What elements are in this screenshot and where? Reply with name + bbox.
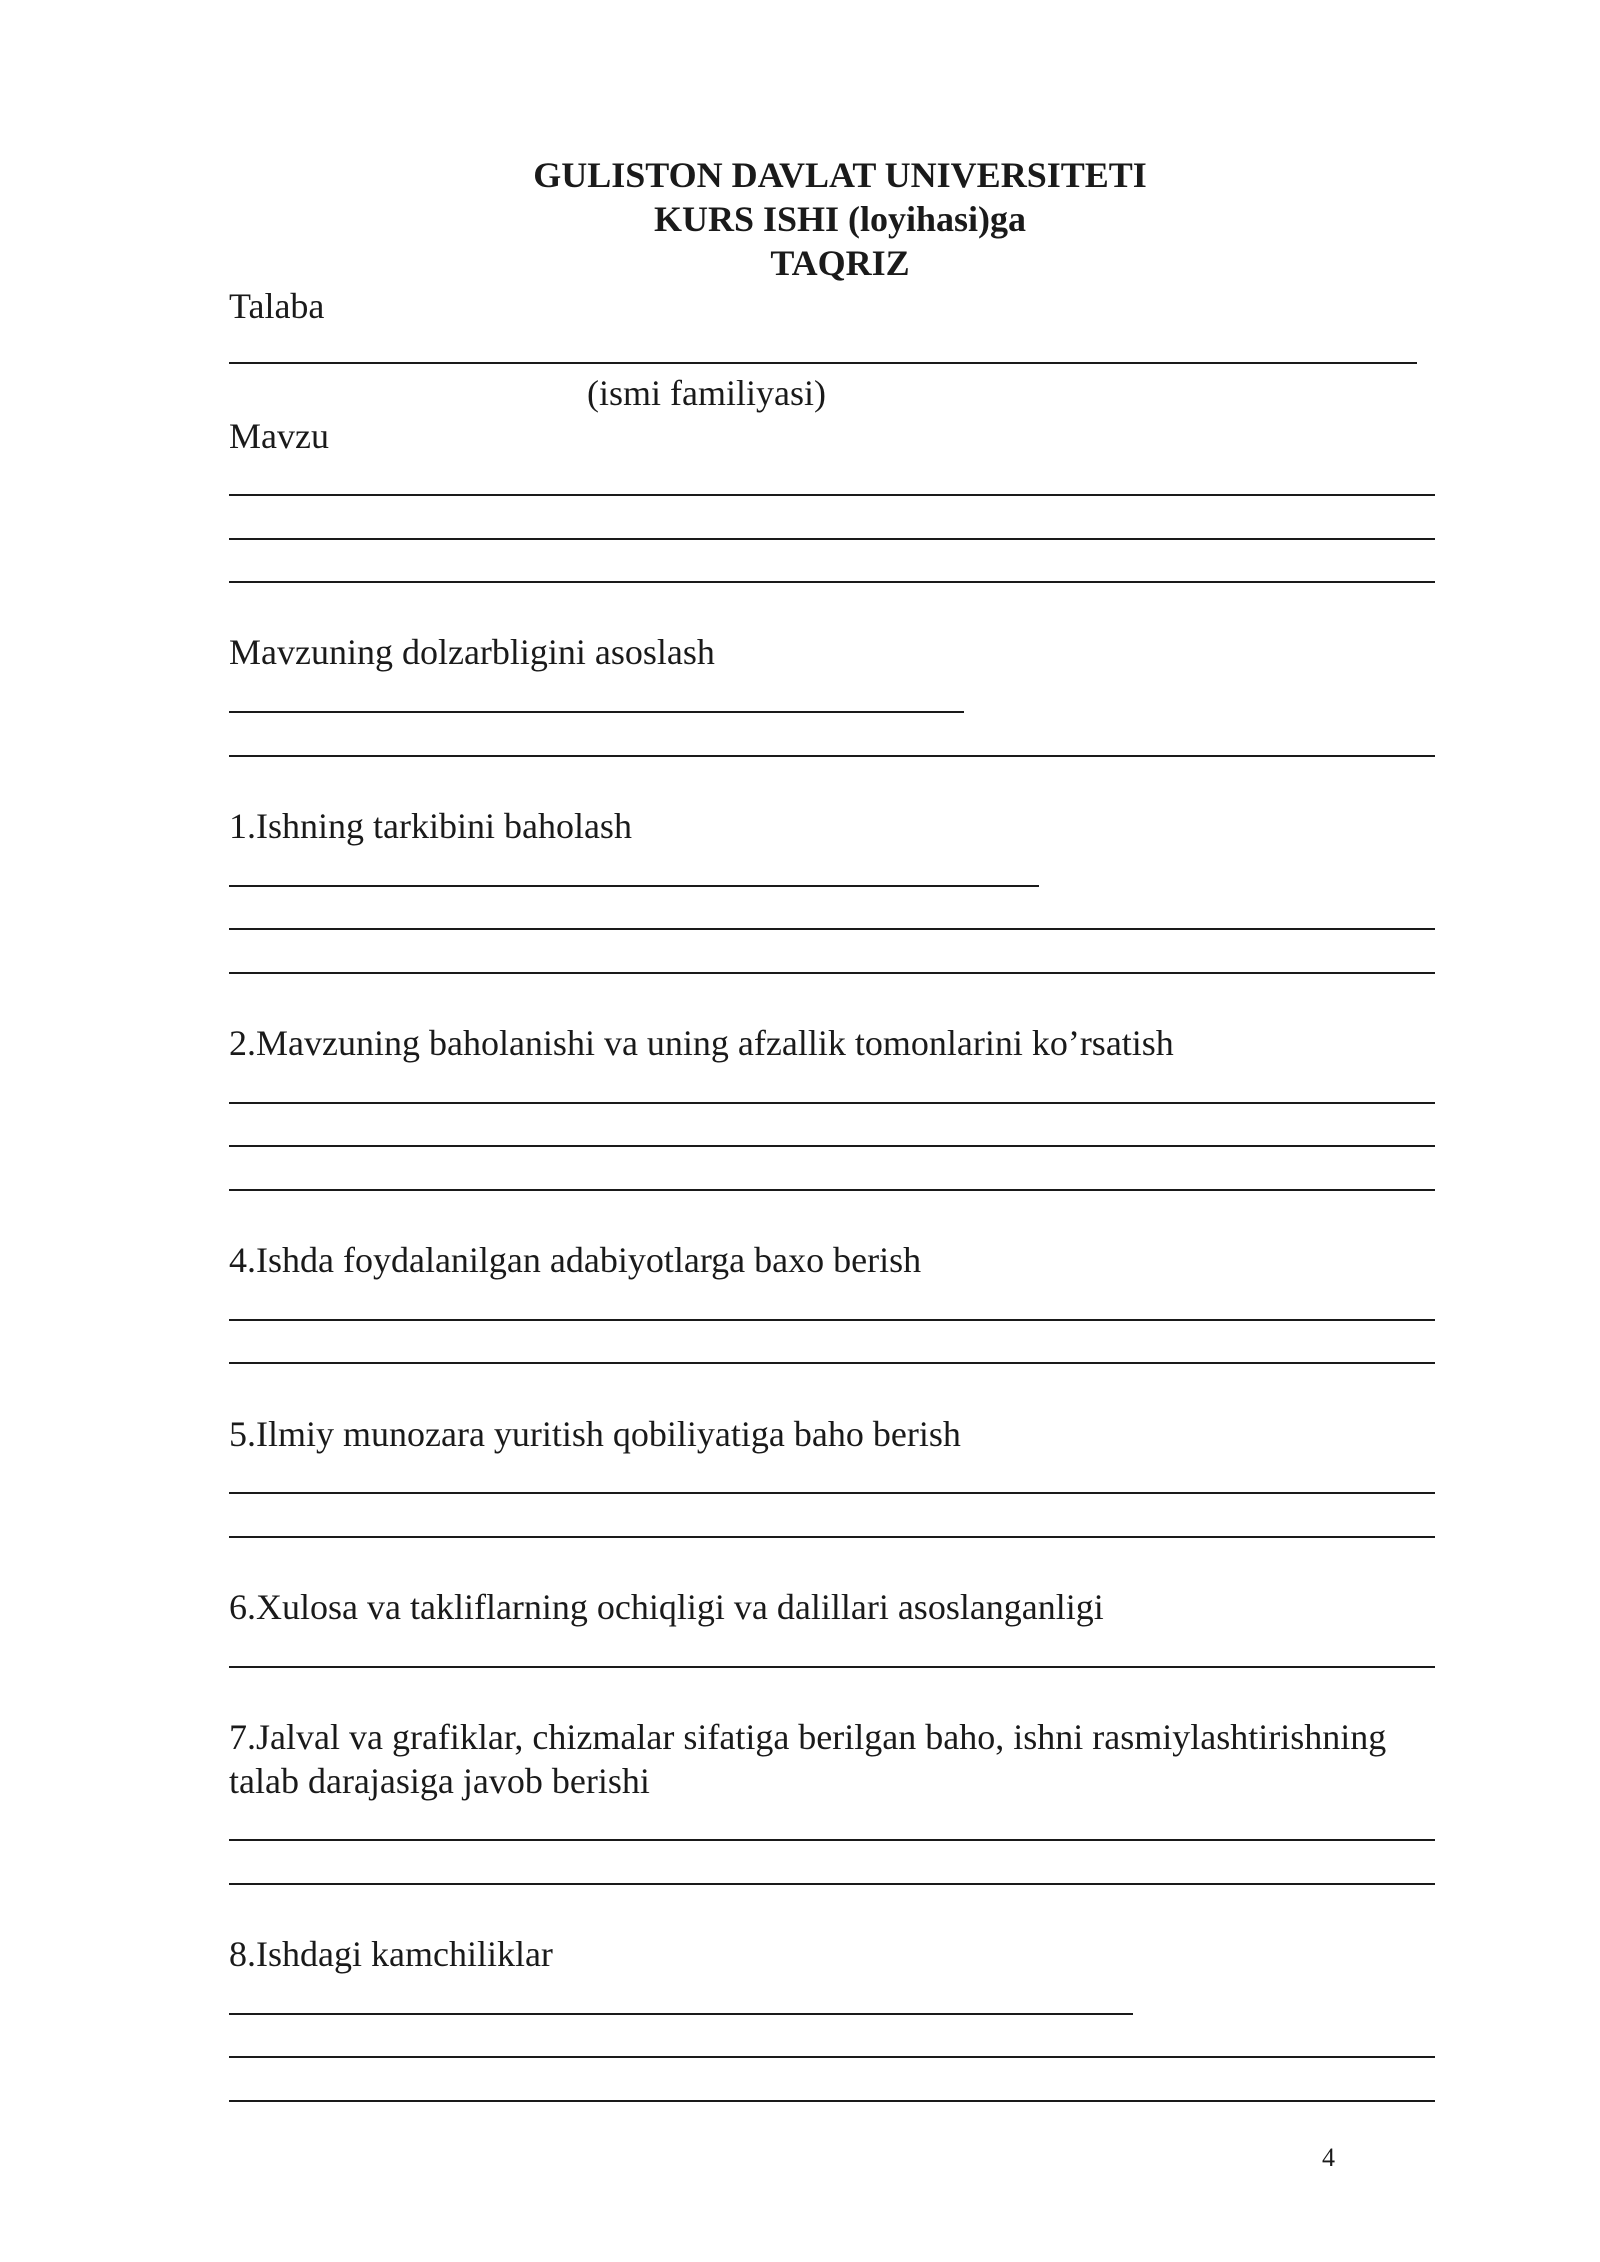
item-4-line-1[interactable] <box>229 1319 1435 1321</box>
item-2-line-2[interactable] <box>229 1145 1435 1147</box>
relevance-label: Mavzuning dolzarbligini asoslash <box>229 632 715 672</box>
topic-line-1[interactable] <box>229 494 1435 496</box>
item-8-line-2[interactable] <box>229 2056 1435 2058</box>
item-1-label: 1.Ishning tarkibini baholash <box>229 806 632 846</box>
topic-line-3[interactable] <box>229 581 1435 583</box>
item-5-label: 5.Ilmiy munozara yuritish qobiliyatiga baho berish <box>229 1414 961 1454</box>
topic-line-2[interactable] <box>229 538 1435 540</box>
item-6-line-1[interactable] <box>229 1666 1435 1668</box>
item-2-label: 2.Mavzuning baholanishi va uning afzallik tomonlarini ko’rsatish <box>229 1023 1174 1063</box>
item-2-line-1[interactable] <box>229 1102 1435 1104</box>
item-5-line-2[interactable] <box>229 1536 1435 1538</box>
item-7-label: 7.Jalval va grafiklar, chizmalar sifatiga berilgan baho, ishni rasmiylashtirishning talab darajasiga javob berishi <box>229 1717 1387 1801</box>
student-name-caption: (ismi familiyasi) <box>587 373 826 413</box>
page-number: 4 <box>1322 2143 1335 2172</box>
relevance-line-2[interactable] <box>229 755 1435 757</box>
item-7-line-1[interactable] <box>229 1839 1435 1841</box>
item-6-label: 6.Xulosa va takliflarning ochiqligi va dalillari asoslanganligi <box>229 1587 1104 1627</box>
work-type-title: KURS ISHI (loyihasi)ga <box>653 199 1027 239</box>
relevance-line-1[interactable] <box>229 711 964 713</box>
item-1-line-3[interactable] <box>229 972 1435 974</box>
item-8-label: 8.Ishdagi kamchiliklar <box>229 1934 553 1974</box>
student-name-line[interactable] <box>229 362 1417 364</box>
item-5-line-1[interactable] <box>229 1492 1435 1494</box>
item-8-line-3[interactable] <box>229 2100 1435 2102</box>
item-4-line-2[interactable] <box>229 1362 1435 1364</box>
item-7-line-2[interactable] <box>229 1883 1435 1885</box>
document-title: TAQRIZ <box>770 243 910 283</box>
item-1-line-2[interactable] <box>229 928 1435 930</box>
university-title: GULISTON DAVLAT UNIVERSITETI <box>533 155 1147 195</box>
item-8-line-1[interactable] <box>229 2013 1133 2015</box>
topic-label: Mavzu <box>229 416 329 456</box>
student-label: Talaba <box>229 286 325 326</box>
item-2-line-3[interactable] <box>229 1189 1435 1191</box>
item-4-label: 4.Ishda foydalanilgan adabiyotlarga baxo berish <box>229 1240 922 1280</box>
item-1-line-1[interactable] <box>229 885 1039 887</box>
